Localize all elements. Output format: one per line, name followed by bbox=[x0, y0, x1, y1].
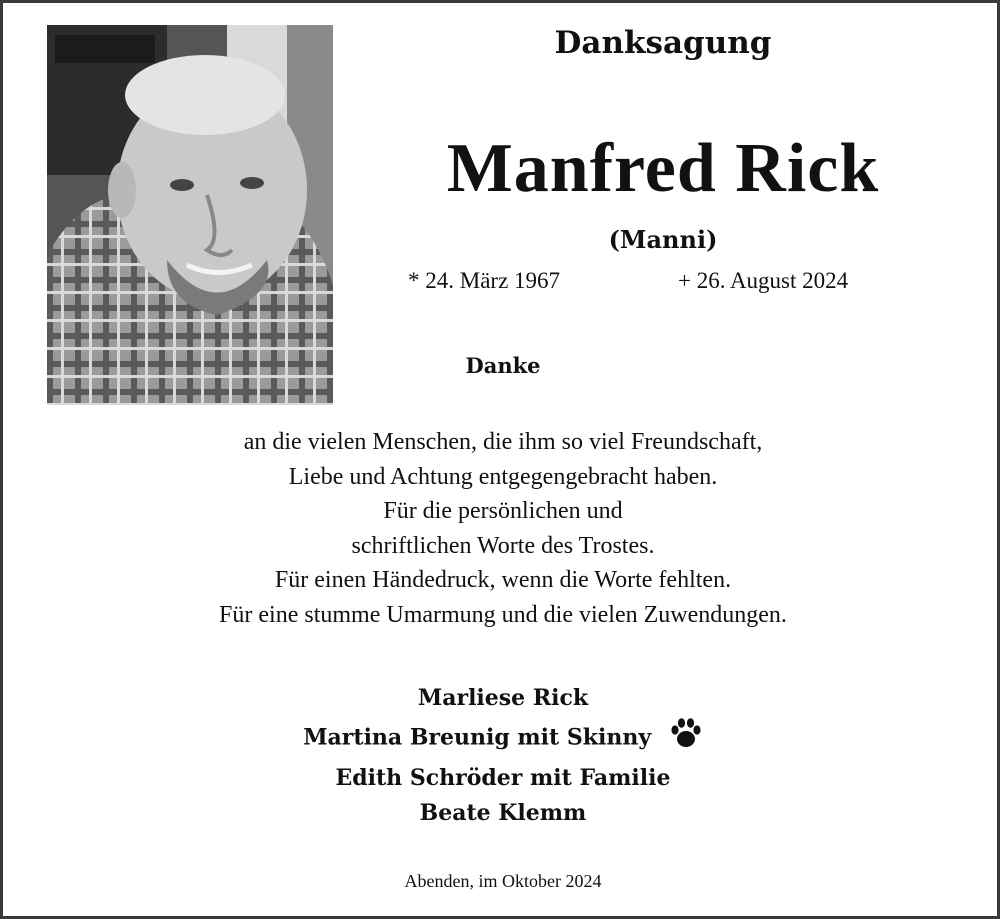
portrait-illustration bbox=[47, 25, 333, 405]
signer: Martina Breunig mit Skinny bbox=[303, 724, 652, 751]
message-line: schriftlichen Worte des Trostes. bbox=[351, 532, 655, 559]
deceased-name: Manfred Rick bbox=[446, 130, 880, 207]
signer: Beate Klemm bbox=[419, 800, 587, 826]
signer-with-pet bbox=[253, 716, 753, 761]
place-date-footer: Abenden, im Oktober 2024 bbox=[404, 871, 602, 891]
thanks-heading: Danke bbox=[465, 353, 541, 378]
message-line: Für einen Händedruck, wenn die Worte fehlten. bbox=[274, 567, 732, 593]
notice-heading: Danksagung bbox=[554, 25, 772, 61]
message-line: an die vielen Menschen, die ihm so viel Freundschaft, bbox=[243, 429, 763, 455]
message-line: Liebe und Achtung entgegengebracht haben. bbox=[288, 463, 718, 490]
deceased-nickname: (Manni) bbox=[608, 225, 718, 254]
death-date: + 26. August 2024 bbox=[678, 268, 849, 293]
signer: Marliese Rick bbox=[417, 685, 589, 711]
signer: Edith Schröder mit Familie bbox=[335, 765, 671, 791]
message-line: Für die persönlichen und bbox=[383, 498, 623, 524]
portrait-photo bbox=[47, 25, 333, 405]
thanks-message bbox=[103, 425, 903, 632]
signers-list bbox=[253, 681, 753, 831]
paw-print-icon bbox=[669, 716, 703, 761]
birth-date: * 24. März 1967 bbox=[408, 268, 561, 293]
message-line: Für eine stumme Umarmung und die vielen Zuwendungen. bbox=[219, 601, 787, 628]
